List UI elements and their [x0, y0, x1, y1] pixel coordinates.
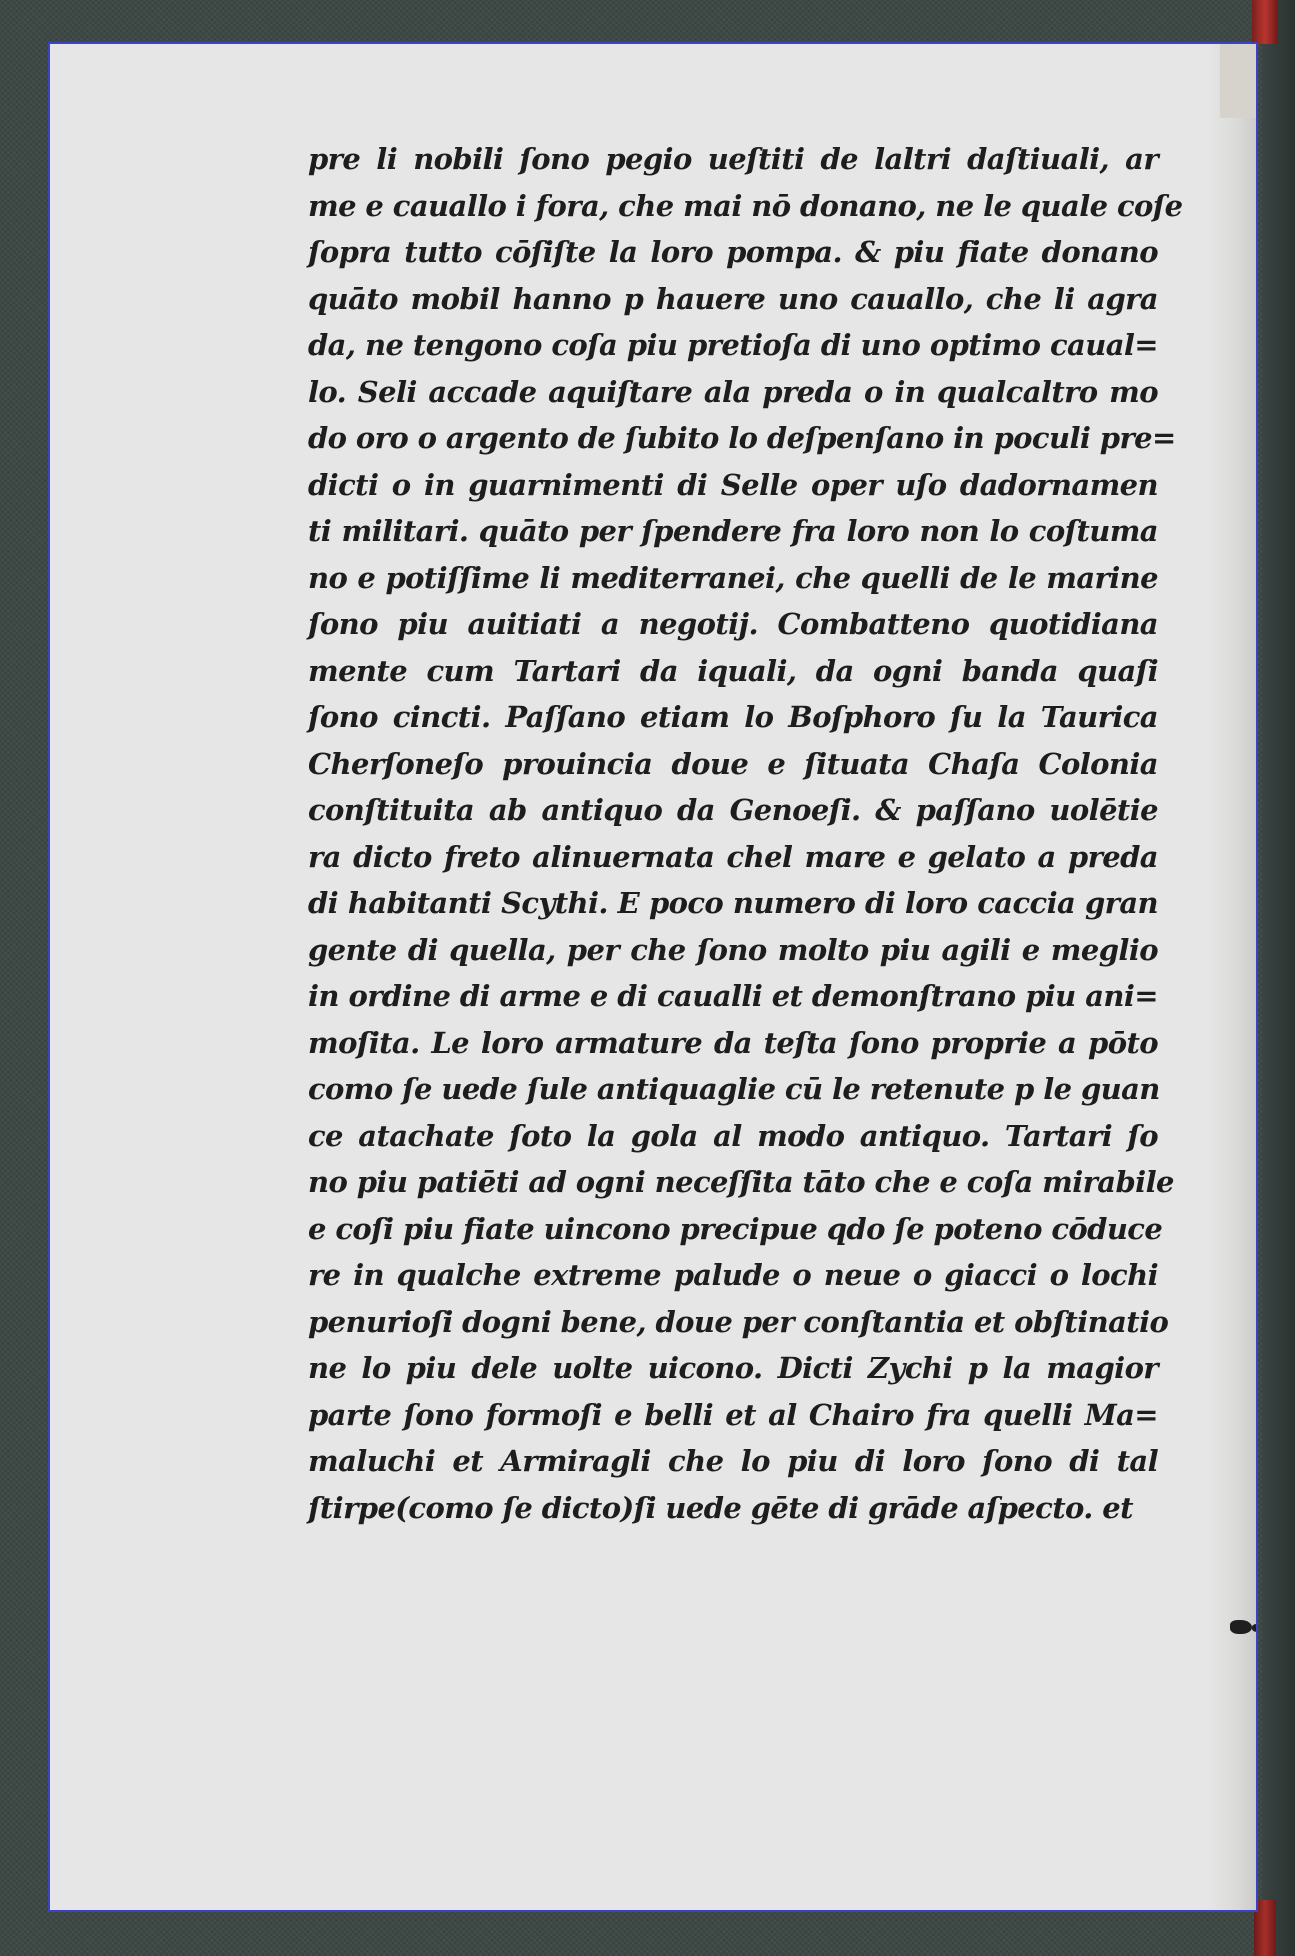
text-line: maluchi et Armiragli che lo piu di loro ſono di tal: [308, 1444, 1158, 1478]
text-line: moſita. Le loro armature da teſta ſono proprie a pōto: [308, 1025, 1158, 1060]
text-line: pre li nobili ſono pegio ueſtiti de laltri daſtiuali, ar: [308, 142, 1158, 176]
text-line: do oro o argento de ſubito lo deſpenſano in poculi pre=: [308, 421, 1176, 455]
text-line: no piu patiēti ad ogni neceſſita tāto che e coſa mirabile: [308, 1165, 1174, 1199]
text-line: in ordine di arme e di caualli et demonſtrano piu ani=: [308, 979, 1158, 1013]
text-line: ſtirpe(como ſe dicto)ſi uede gēte di grāde aſpecto. et: [308, 1490, 1133, 1525]
text-line: da, ne tengono coſa piu pretioſa di uno optimo caual=: [308, 328, 1158, 362]
text-line: gente di quella, per che ſono molto piu agili e meglio: [308, 932, 1158, 967]
text-line: e coſi piu fiate uincono precipue qdo ſe poteno cōduce: [308, 1211, 1163, 1246]
text-line: ti militari. quāto per ſpendere fra loro non lo coſtuma: [308, 514, 1158, 548]
text-line: ce atachate ſoto la gola al modo antiquo. Tartari ſo: [308, 1118, 1158, 1153]
text-line: como ſe uede ſule antiquaglie cū le retenute p le guan: [308, 1072, 1160, 1106]
text-line: ſopra tutto cōſiſte la loro pompa. & piu fiate donano: [308, 235, 1158, 269]
text-line: ne lo piu dele uolte uicono. Dicti Zychi p la magior: [308, 1351, 1158, 1385]
background-strip: [1262, 0, 1295, 1956]
book-page: [48, 42, 1258, 1912]
text-line: ra dicto freto alinuernata chel mare e gelato a preda: [308, 839, 1158, 874]
text-line: dicti o in guarnimenti di Selle oper uſo dadornamen: [308, 467, 1158, 502]
page-edge-tab: [1220, 44, 1256, 118]
text-line: ſono cincti. Paſſano etiam lo Boſphoro ſu la Taurica: [308, 700, 1158, 734]
text-line: parte ſono formoſi e belli et al Chairo fra quelli Ma=: [308, 1397, 1158, 1432]
text-line: quāto mobil hanno p hauere uno cauallo, che li agra: [308, 281, 1158, 316]
text-line: no e potiſſime li mediterranei, che quelli de le marine: [308, 560, 1158, 595]
ink-blot: [1252, 1624, 1258, 1632]
text-line: me e cauallo i fora, che mai nō donano, ne le quale coſe: [308, 188, 1183, 223]
bookmark-ribbon: [1252, 0, 1278, 44]
text-line: re in qualche extreme palude o neue o giacci o lochi: [308, 1258, 1158, 1292]
text-line: mente cum Tartari da iquali, da ogni banda quaſi: [308, 653, 1158, 688]
text-line: penurioſi dogni bene, doue per conſtantia et obſtinatio: [308, 1304, 1169, 1339]
text-line: lo. Seli accade aquiſtare ala preda o in qualcaltro mo: [308, 374, 1158, 409]
ink-blot: [1230, 1620, 1252, 1634]
text-line: ſono piu auitiati a negotij. Combatteno quotidiana: [308, 607, 1158, 641]
text-line: Cherſoneſo prouincia doue e ſituata Chaſa Colonia: [308, 746, 1158, 781]
text-line: di habitanti Scythi. E poco numero di loro caccia gran: [308, 886, 1158, 920]
page-text: [308, 136, 1183, 1531]
text-line: conſtituita ab antiquo da Genoeſi. & paſſano uolētie: [308, 793, 1158, 827]
